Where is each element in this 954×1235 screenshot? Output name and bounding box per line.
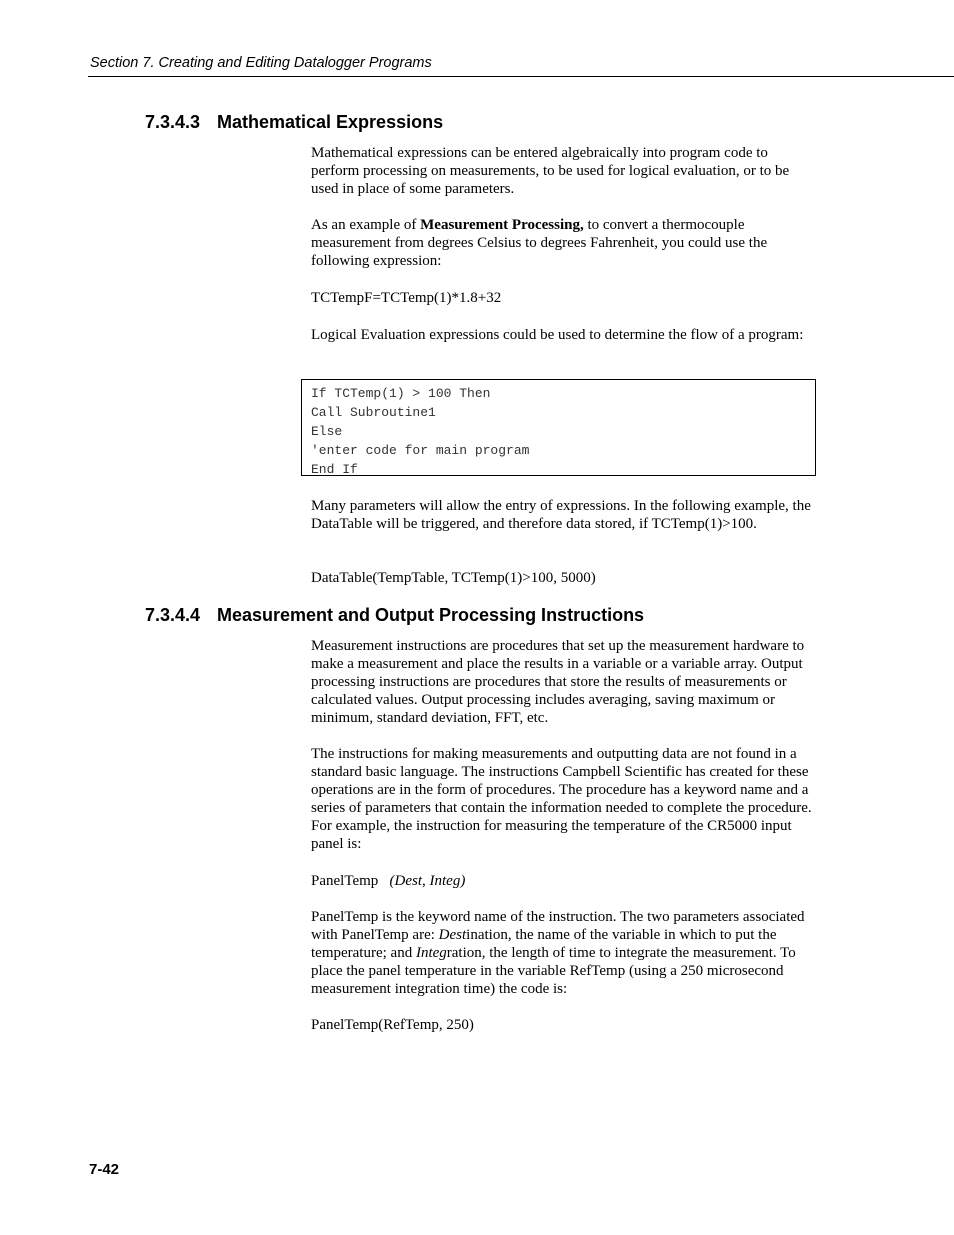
expression-example: TCTempF=TCTemp(1)*1.8+32 bbox=[311, 290, 502, 306]
section-number: 7.3.4.4 bbox=[145, 605, 201, 625]
text-run: As an example of bbox=[311, 217, 421, 233]
text-run: ration, the length of time to integrate the measurement. To place the panel temperature in the variable RefTemp (using a 250 microsecond measurement integration time) the code is: bbox=[311, 945, 796, 997]
running-header: Section 7. Creating and Editing Datalogger Programs bbox=[90, 55, 432, 71]
text-run: PanelTemp is the keyword name of the instruction. The two parameters associated with PanelTemp are: bbox=[311, 909, 805, 943]
paragraph-paneltemp-description bbox=[311, 908, 816, 998]
italic-term: Dest bbox=[438, 927, 467, 943]
syntax-params: (Dest, Integ) bbox=[389, 873, 466, 889]
italic-term: Integ bbox=[415, 945, 447, 961]
bold-term: Measurement Processing, bbox=[420, 217, 584, 233]
paragraph-logical-evaluation: Logical Evaluation expressions could be used to determine the flow of a program: bbox=[311, 327, 804, 343]
datatable-example: DataTable(TempTable, TCTemp(1)>100, 5000) bbox=[311, 570, 596, 586]
paragraph-intro: Mathematical expressions can be entered algebraically into program code to perform processing on measurements, to be used for logical evaluation, or to be used in place of some parameters. bbox=[311, 145, 790, 197]
paragraph-measurement-instructions: Measurement instructions are procedures that set up the measurement hardware to make a measurement and place the results in a variable or a variable array. Output processing instructions are procedures that store the results of measurements or calculated values. Output processing includes averaging, saving maximum or minimum, standard deviation, FFT, etc. bbox=[311, 638, 805, 726]
syntax-line bbox=[311, 872, 816, 890]
code-line: Else bbox=[311, 424, 343, 439]
code-line: If TCTemp(1) > 100 Then bbox=[311, 386, 491, 401]
text-run: ination, the name of the variable in which to put the temperature; and bbox=[311, 927, 777, 961]
paragraph-measurement-processing bbox=[311, 216, 816, 270]
text-run: to convert a thermocouple measurement from degrees Celsius to degrees Fahrenheit, you could use the following expression: bbox=[311, 217, 768, 269]
header-rule bbox=[88, 76, 954, 77]
code-line: End If bbox=[311, 462, 358, 477]
page-number: 7-42 bbox=[89, 1161, 120, 1178]
code-line: 'enter code for main program bbox=[311, 443, 530, 458]
section-heading-7344 bbox=[145, 605, 644, 626]
section-title: Mathematical Expressions bbox=[217, 112, 444, 132]
section-title: Measurement and Output Processing Instructions bbox=[217, 605, 645, 625]
section-number: 7.3.4.3 bbox=[145, 112, 201, 132]
paneltemp-example: PanelTemp(RefTemp, 250) bbox=[311, 1017, 474, 1033]
paragraph-parameters: Many parameters will allow the entry of expressions. In the following example, the DataTable will be triggered, and therefore data stored, if TCTemp(1)>100. bbox=[311, 498, 811, 532]
paragraph-instructions-procedures: The instructions for making measurements and outputting data are not found in a standard basic language. The instructions Campbell Scientific has created for these operations are in the form of procedures. The procedure has a keyword name and a series of parameters that contain the information needed to complete the procedure. For example, the instruction for measuring the temperature of the CR5000 input panel is: bbox=[311, 746, 812, 852]
section-heading-7343 bbox=[145, 112, 443, 133]
code-line: Call Subroutine1 bbox=[311, 405, 436, 420]
syntax-keyword: PanelTemp bbox=[311, 873, 379, 889]
code-block bbox=[301, 379, 816, 476]
